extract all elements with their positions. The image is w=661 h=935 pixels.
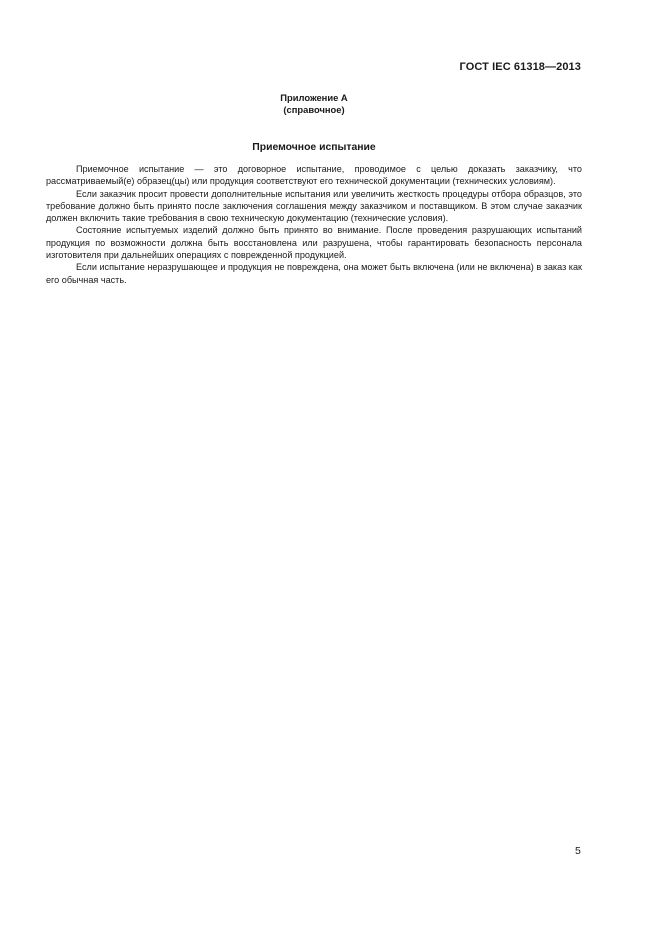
appendix-heading — [0, 92, 628, 116]
appendix-title: Приложение А — [280, 92, 348, 103]
body-text — [46, 163, 582, 286]
paragraph-definition: Приемочное испытание — это договорное испытание, проводимое с целью доказать заказчику, что рассматриваемый(е) образец(цы) или продукция соответствуют его технической документации (технических условиям). — [46, 164, 582, 187]
paragraph-destructive-tests: Состояние испытуемых изделий должно быть принято во внимание. После проведения разрушающих испытаний продукция по возможности должна быть восстановлена или разрушена, чтобы гарантировать безопасность персонала изготовителя при дальнейших операциях с поврежденной продукцией. — [46, 225, 582, 261]
paragraph-non-destructive-tests: Если испытание неразрушающее и продукция не повреждена, она может быть включена (или не включена) в заказ как его обычная часть. — [46, 262, 582, 285]
page-number: 5 — [575, 845, 581, 857]
appendix-subtitle: (справочное) — [283, 104, 345, 115]
section-title: Приемочное испытание — [252, 142, 376, 153]
paragraph-additional-tests: Если заказчик просит провести дополнительные испытания или увеличить жесткость процедуры отбора образцов, это требование должно быть принято после заключения соглашения между заказчиком и поставщиком. В этом случае заказчик должен включить такие требования в свою техническую документацию (технические условия). — [46, 188, 582, 224]
document-standard-header: ГОСТ IEC 61318—2013 — [459, 61, 581, 73]
